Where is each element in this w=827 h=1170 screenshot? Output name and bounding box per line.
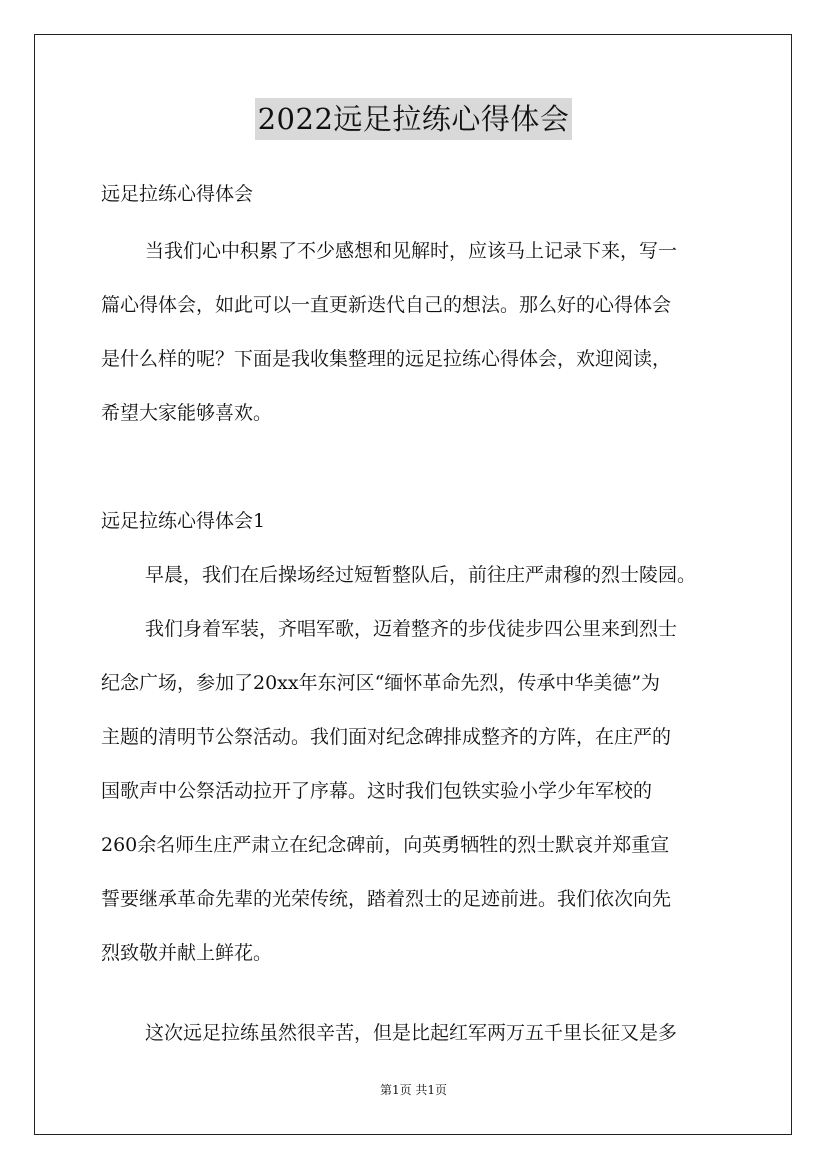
paragraph-line: 260余名师生庄严肃立在纪念碑前，向英勇牺牲的烈士默哀并郑重宣 xyxy=(101,834,670,856)
paragraph-line: 早晨，我们在后操场经过短暂整队后，前往庄严肃穆的烈士陵园。 xyxy=(145,564,697,586)
paragraph-line: 希望大家能够喜欢。 xyxy=(101,402,273,424)
title-container xyxy=(0,98,827,140)
paragraph-line: 这次远足拉练虽然很辛苦，但是比起红军两万五千里长征又是多 xyxy=(145,1022,678,1044)
section-heading: 远足拉练心得体会 xyxy=(101,183,254,205)
paragraph-line: 当我们心中积累了不少感想和见解时，应该马上记录下来，写一 xyxy=(145,240,678,262)
paragraph-line: 篇心得体会，如此可以一直更新迭代自己的想法。那么好的心得体会 xyxy=(101,294,672,316)
page-footer: 第1页 共1页 xyxy=(379,1083,448,1097)
paragraph-line: 主题的清明节公祭活动。我们面对纪念碑排成整齐的方阵，在庄严的 xyxy=(101,726,672,748)
paragraph-line: 是什么样的呢？下面是我收集整理的远足拉练心得体会，欢迎阅读， xyxy=(101,348,672,370)
paragraph-line: 誓要继承革命先辈的光荣传统，踏着烈士的足迹前进。我们依次向先 xyxy=(101,888,672,910)
document-title: 2022远足拉练心得体会 xyxy=(255,98,573,140)
paragraph-line: 我们身着军装，齐唱军歌，迈着整齐的步伐徒步四公里来到烈士 xyxy=(145,618,678,640)
paragraph-line: 国歌声中公祭活动拉开了序幕。这时我们包铁实验小学少年军校的 xyxy=(101,780,653,802)
paragraph-line: 纪念广场，参加了20xx年东河区“缅怀革命先烈，传承中华美德”为 xyxy=(101,672,661,694)
paragraph-line: 烈致敬并献上鲜花。 xyxy=(101,942,273,964)
section-heading: 远足拉练心得体会1 xyxy=(101,510,266,532)
